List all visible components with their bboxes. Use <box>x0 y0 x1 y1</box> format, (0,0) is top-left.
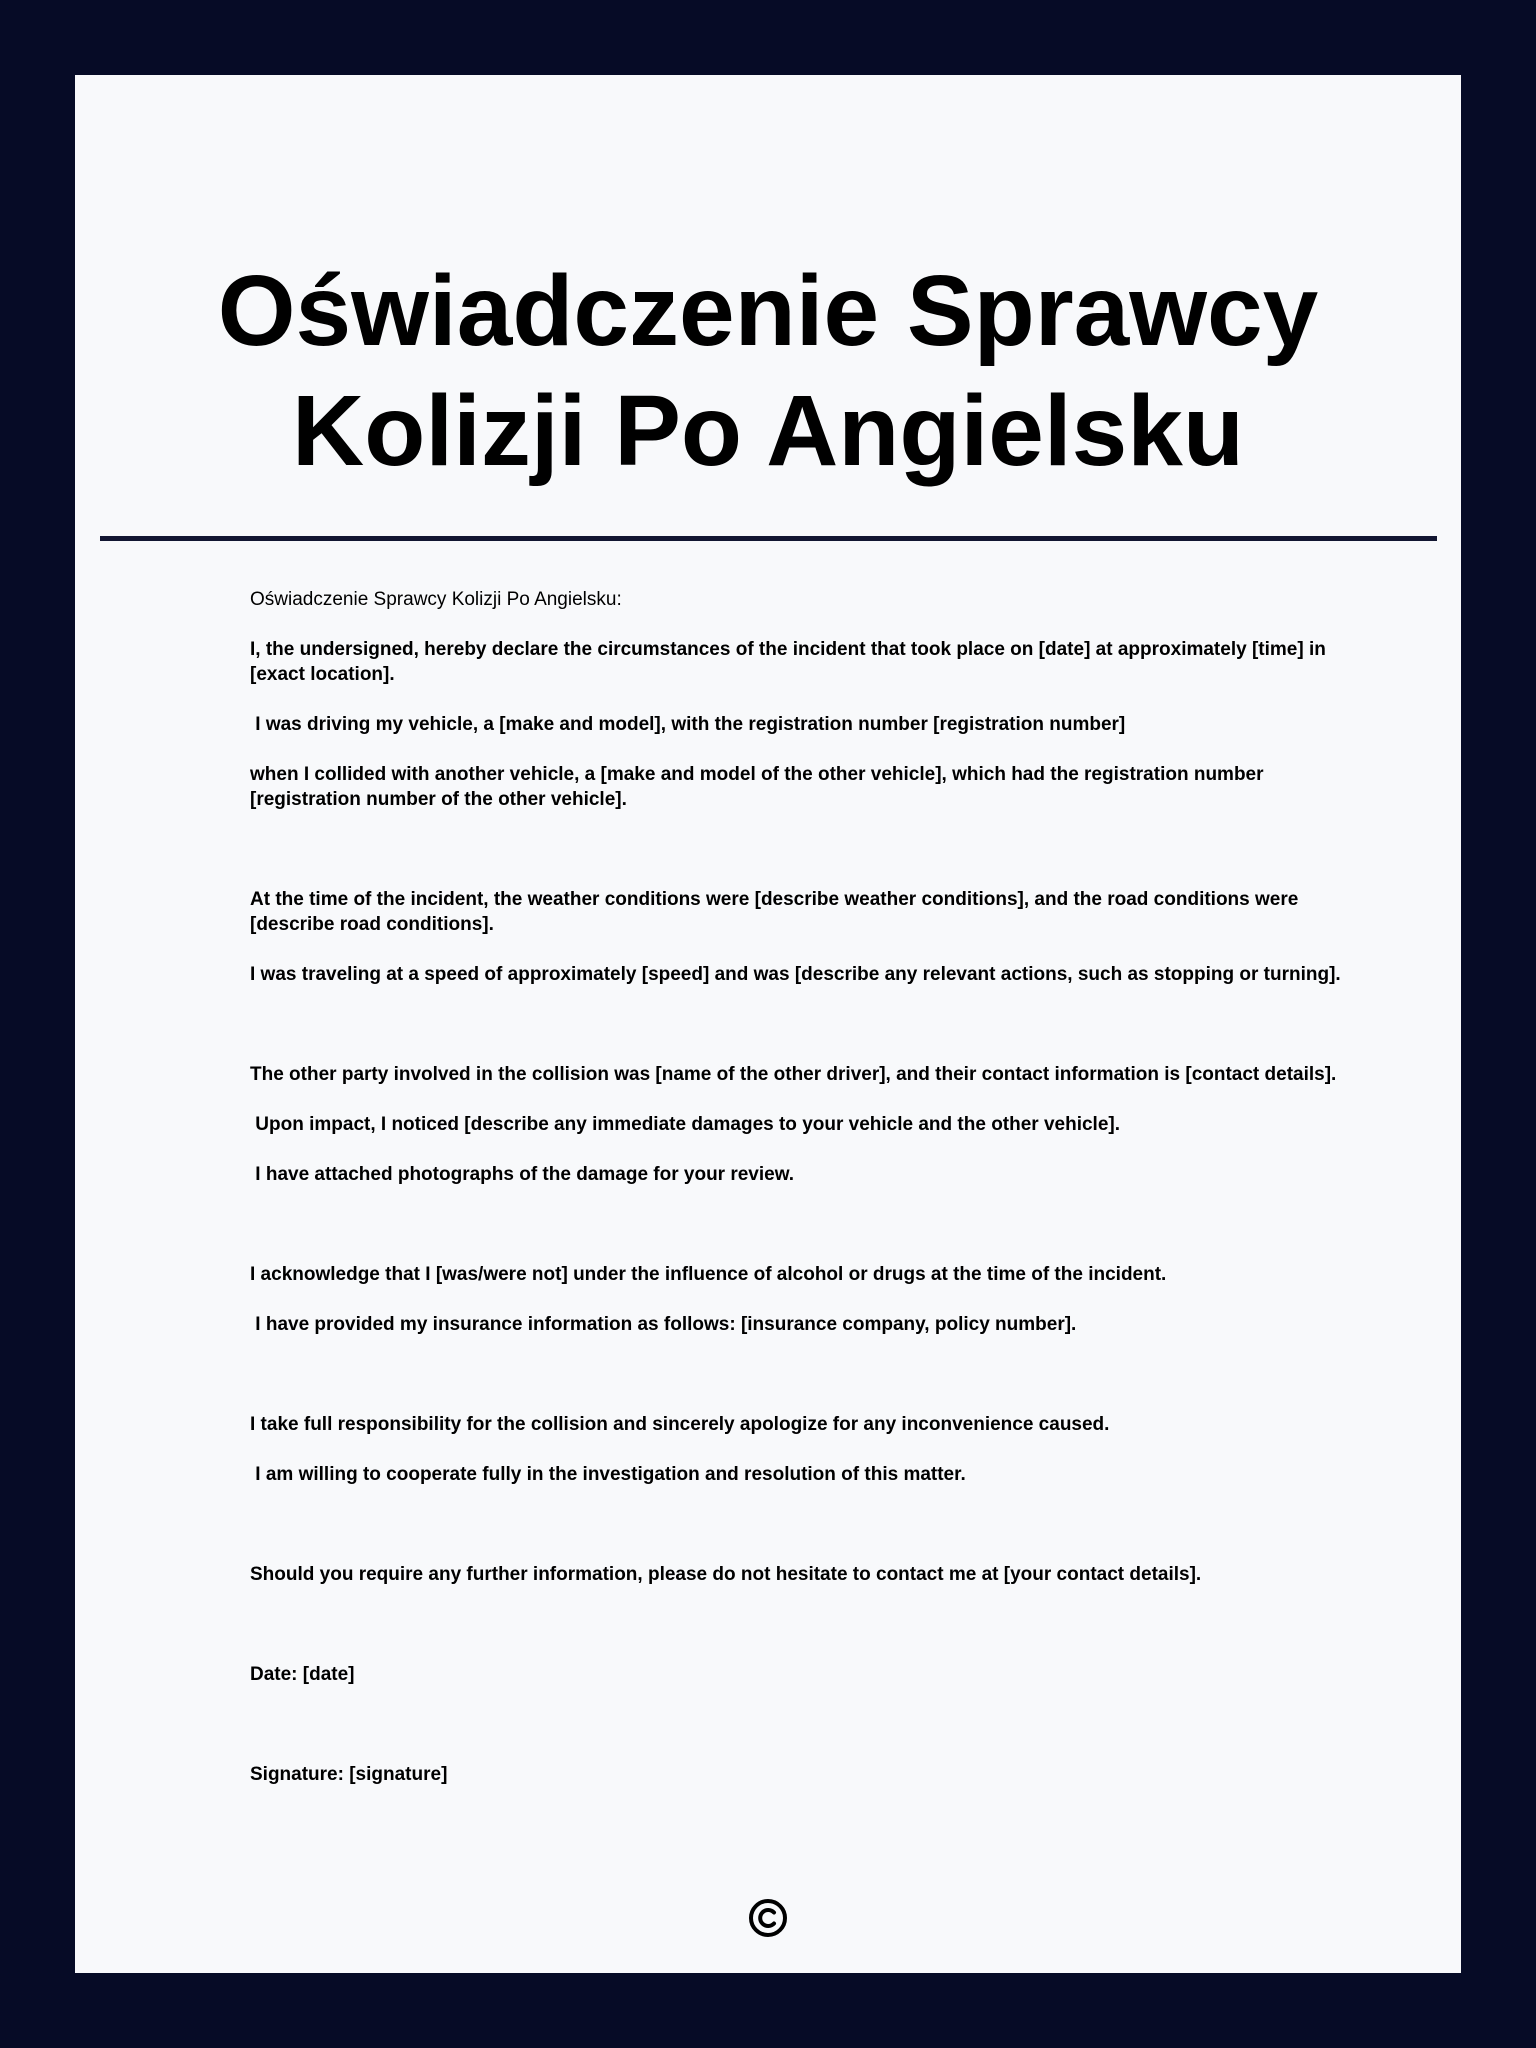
title-line-2: Kolizji Po Angielsku <box>292 375 1244 487</box>
paragraph-other-party: The other party involved in the collision was [name of the other driver], and their contact information is [contact details]. <box>250 1064 1337 1085</box>
page-title <box>75 251 1461 491</box>
date-line: Date: [date] <box>250 1664 355 1685</box>
paragraph-cooperation: I am willing to cooperate fully in the investigation and resolution of this matter. <box>250 1464 966 1485</box>
paragraph-declaration: I, the undersigned, hereby declare the circumstances of the incident that took place on [date] at approximately [time] in [exact location]. <box>250 639 1332 685</box>
paragraph-collision: when I collided with another vehicle, a [make and model of the other vehicle], which had the registration number [registration number of the other vehicle]. <box>250 764 1269 810</box>
paragraph-insurance: I have provided my insurance information as follows: [insurance company, policy number]. <box>250 1314 1077 1335</box>
paragraph-weather: At the time of the incident, the weather conditions were [describe weather conditions], and the road conditions were [describe road conditions]. <box>250 889 1304 935</box>
paragraph-speed: I was traveling at a speed of approximately [speed] and was [describe any relevant actions, such as stopping or turning]. <box>250 964 1341 985</box>
paragraph-photographs: I have attached photographs of the damage for your review. <box>250 1164 795 1185</box>
title-divider <box>100 536 1437 541</box>
footer <box>75 1898 1461 1943</box>
signature-line: Signature: [signature] <box>250 1764 448 1785</box>
paragraph-responsibility: I take full responsibility for the collision and sincerely apologize for any inconvenience caused. <box>250 1414 1110 1435</box>
copyright-icon <box>748 1898 788 1938</box>
document-body <box>250 587 1350 1787</box>
paragraph-impact: Upon impact, I noticed [describe any immediate damages to your vehicle and the other vehicle]. <box>250 1114 1121 1135</box>
intro-heading: Oświadczenie Sprawcy Kolizji Po Angielsku: <box>250 589 622 610</box>
paragraph-sobriety: I acknowledge that I [was/were not] under the influence of alcohol or drugs at the time of the incident. <box>250 1264 1167 1285</box>
paragraph-vehicle: I was driving my vehicle, a [make and model], with the registration number [registration number] <box>250 714 1126 735</box>
paragraph-contact: Should you require any further information, please do not hesitate to contact me at [your contact details]. <box>250 1564 1202 1585</box>
title-line-1: Oświadczenie Sprawcy <box>217 255 1319 367</box>
document-page <box>75 75 1461 1973</box>
